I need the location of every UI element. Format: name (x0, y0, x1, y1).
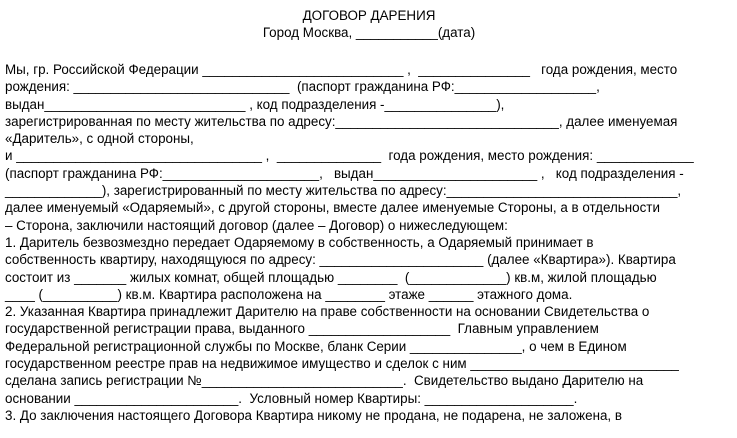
contract-document (5, 7, 733, 424)
text-line: рождения: _____________________________ (паспорт гражданина РФ:___________________, (5, 79, 600, 95)
text-line: собственность квартиру, находящуюся по адресу: ______________________ (далее «Квартира»). Квартира (5, 252, 676, 268)
text-line: 3. До заключения настоящего Договора Квартира никому не продана, не подарена, не заложена, в (5, 407, 622, 423)
text-line: «Даритель», с одной стороны, (5, 131, 194, 147)
text-line: Федеральной регистрационной службы по Москве, бланк Серии _______________, о чем в Едином (5, 338, 627, 354)
text-line: 1. Даритель безвозмездно передает Одаряемому в собственность, а Одаряемый принимает в (5, 234, 594, 250)
text-line: _____________), зарегистрированный по месту жительства по адресу:_______________________________, (5, 183, 682, 199)
text-line: сделана запись регистрации №___________________________. Свидетельство выдано Дарителю на (5, 373, 644, 389)
text-line: (паспорт гражданина РФ:_____________________, выдан______________________ , код подразделения - (5, 165, 684, 181)
text-line: далее именуемый «Одаряемый», с другой стороны, вместе далее именуемые Стороны, а в отдельности (5, 200, 660, 216)
text-line: и _________________________________ , ______________ года рождения, место рождения: _____________ (5, 148, 694, 164)
text-line: зарегистрированная по месту жительства по адресу:______________________________, далее именуемая (5, 113, 678, 129)
text-line: Мы, гр. Российской Федерации ___________________________ , _______________ года рождения, место (5, 62, 678, 77)
text-line: состоит из _______ жилых комнат, общей площадью ________ (_____________) кв.м, жилой площадью (5, 269, 657, 285)
city-date-line: Город Москва, ___________(дата) (262, 25, 476, 40)
spacer (5, 42, 733, 61)
text-line: 2. Указанная Квартира принадлежит Дарителю на праве собственности на основании Свидетельства о (5, 304, 650, 320)
text-line: выдан___________________________ , код подразделения -_______________), (5, 96, 505, 112)
document-title: ДОГОВОР ДАРЕНИЯ (302, 8, 436, 23)
text-line: ____ (__________) кв.м. Квартира расположена на ________ этаже ______ этажного дома. (5, 286, 573, 302)
text-line: основании ______________________. Условный номер Квартиры: ____________________. (5, 390, 578, 406)
text-line: государственной регистрации права, выданного ___________________ Главным управлением (5, 321, 599, 337)
text-line: – Сторона, заключили настоящий договор (далее – Договор) о нижеследующем: (5, 217, 508, 233)
text-line: государственном реестре прав на недвижимое имущество и сделок с ним ____________________________ (5, 356, 679, 372)
body-text (5, 61, 733, 424)
